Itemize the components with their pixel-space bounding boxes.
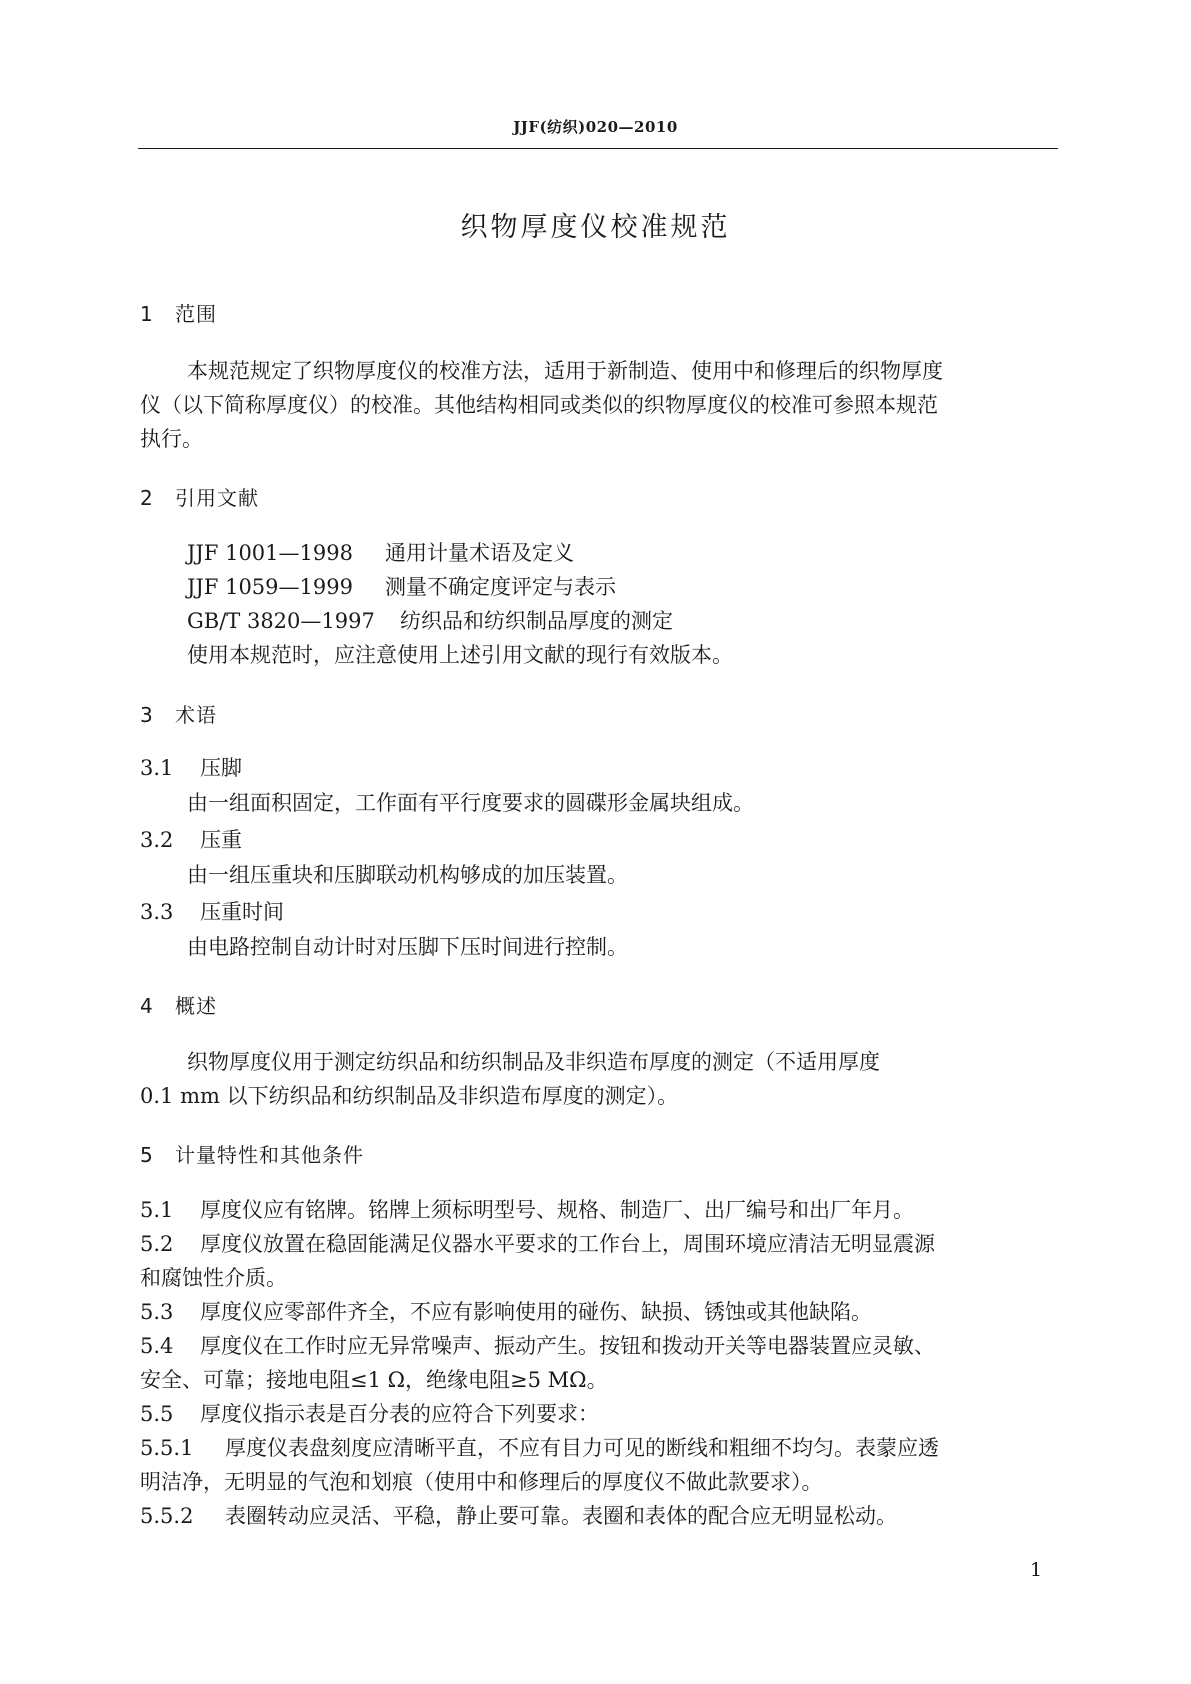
section-number: 4: [140, 994, 154, 1018]
clause-continuation: 和腐蚀性介质。: [140, 1266, 287, 1290]
reference-code: GB/T 3820—1997: [187, 609, 375, 633]
section-title: 范围: [175, 302, 217, 326]
term-name: 压脚: [200, 756, 242, 780]
clause-number: 5.2: [140, 1232, 174, 1256]
reference-item: [187, 607, 673, 635]
clause-item: [140, 1332, 935, 1360]
reference-title: 纺织品和纺织制品厚度的测定: [400, 609, 673, 633]
section-1-paragraph-line: 执行。: [140, 427, 203, 451]
section-1-paragraph-line: 本规范规定了织物厚度仪的校准方法，适用于新制造、使用中和修理后的织物厚度: [187, 359, 943, 383]
term-heading: [140, 898, 284, 926]
header-rule: [138, 148, 1058, 149]
section-title: 概述: [175, 994, 217, 1018]
clause-item: [140, 1502, 897, 1530]
clause-number: 5.5.1: [140, 1436, 194, 1460]
reference-item: [187, 539, 574, 567]
section-number: 2: [140, 486, 154, 510]
term-name: 压重时间: [200, 900, 284, 924]
section-2-heading: [140, 484, 259, 512]
clause-item: [140, 1196, 914, 1224]
reference-title: 测量不确定度评定与表示: [385, 575, 616, 599]
section-1-heading: [140, 300, 217, 328]
clause-text: 厚度仪放置在稳固能满足仪器水平要求的工作台上，周围环境应清洁无明显震源: [200, 1232, 935, 1256]
clause-text: 表圈转动应灵活、平稳，静止要可靠。表圈和表体的配合应无明显松动。: [225, 1504, 897, 1528]
term-name: 压重: [200, 828, 242, 852]
clause-continuation: 安全、可靠；接地电阻≤1 Ω，绝缘电阻≥5 MΩ。: [140, 1368, 608, 1392]
section-number: 1: [140, 302, 154, 326]
section-title: 计量特性和其他条件: [175, 1143, 364, 1167]
reference-code: JJF 1001—1998: [187, 541, 353, 565]
term-definition: 由一组压重块和压脚联动机构够成的加压装置。: [187, 863, 628, 887]
section-4-paragraph-line: 织物厚度仪用于测定纺织品和纺织制品及非织造布厚度的测定（不适用厚度: [187, 1050, 880, 1074]
term-definition: 由电路控制自动计时对压脚下压时间进行控制。: [187, 935, 628, 959]
clause-item: [140, 1230, 935, 1258]
reference-title: 通用计量术语及定义: [385, 541, 574, 565]
section-1-paragraph-line: 仪（以下简称厚度仪）的校准。其他结构相同或类似的织物厚度仪的校准可参照本规范: [140, 393, 938, 417]
running-header: JJF(纺织)020—2010: [513, 118, 678, 136]
term-number: 3.1: [140, 756, 174, 780]
clause-number: 5.4: [140, 1334, 174, 1358]
section-number: 5: [140, 1143, 154, 1167]
section-title: 引用文献: [175, 486, 259, 510]
clause-number: 5.5: [140, 1402, 174, 1426]
page-number: 1: [1030, 1559, 1043, 1581]
clause-number: 5.3: [140, 1300, 174, 1324]
term-number: 3.2: [140, 828, 174, 852]
clause-item: [140, 1400, 599, 1428]
clause-number: 5.5.2: [140, 1504, 194, 1528]
term-definition: 由一组面积固定，工作面有平行度要求的圆碟形金属块组成。: [187, 791, 754, 815]
clause-text: 厚度仪指示表是百分表的应符合下列要求：: [200, 1402, 599, 1426]
section-title: 术语: [175, 703, 217, 727]
reference-item: [187, 573, 616, 601]
clause-text: 厚度仪应零部件齐全，不应有影响使用的碰伤、缺损、锈蚀或其他缺陷。: [200, 1300, 872, 1324]
clause-text: 厚度仪应有铭牌。铭牌上须标明型号、规格、制造厂、出厂编号和出厂年月。: [200, 1198, 914, 1222]
section-3-heading: [140, 701, 217, 729]
reference-code: JJF 1059—1999: [187, 575, 353, 599]
section-4-paragraph-line: 0.1 mm 以下纺织品和纺织制品及非织造布厚度的测定）。: [140, 1084, 679, 1108]
clause-continuation: 明洁净，无明显的气泡和划痕（使用中和修理后的厚度仪不做此款要求）。: [140, 1470, 823, 1494]
term-number: 3.3: [140, 900, 174, 924]
clause-item: [140, 1298, 872, 1326]
clause-number: 5.1: [140, 1198, 174, 1222]
clause-text: 厚度仪在工作时应无异常噪声、振动产生。按钮和拨动开关等电器装置应灵敏、: [200, 1334, 935, 1358]
term-heading: [140, 754, 242, 782]
clause-item: [140, 1434, 939, 1462]
section-number: 3: [140, 703, 154, 727]
clause-text: 厚度仪表盘刻度应清晰平直，不应有目力可见的断线和粗细不均匀。表蒙应透: [225, 1436, 939, 1460]
section-5-heading: [140, 1141, 364, 1169]
term-heading: [140, 826, 242, 854]
section-4-heading: [140, 992, 217, 1020]
reference-note: 使用本规范时，应注意使用上述引用文献的现行有效版本。: [187, 643, 733, 667]
document-title: 织物厚度仪校准规范: [460, 212, 731, 243]
